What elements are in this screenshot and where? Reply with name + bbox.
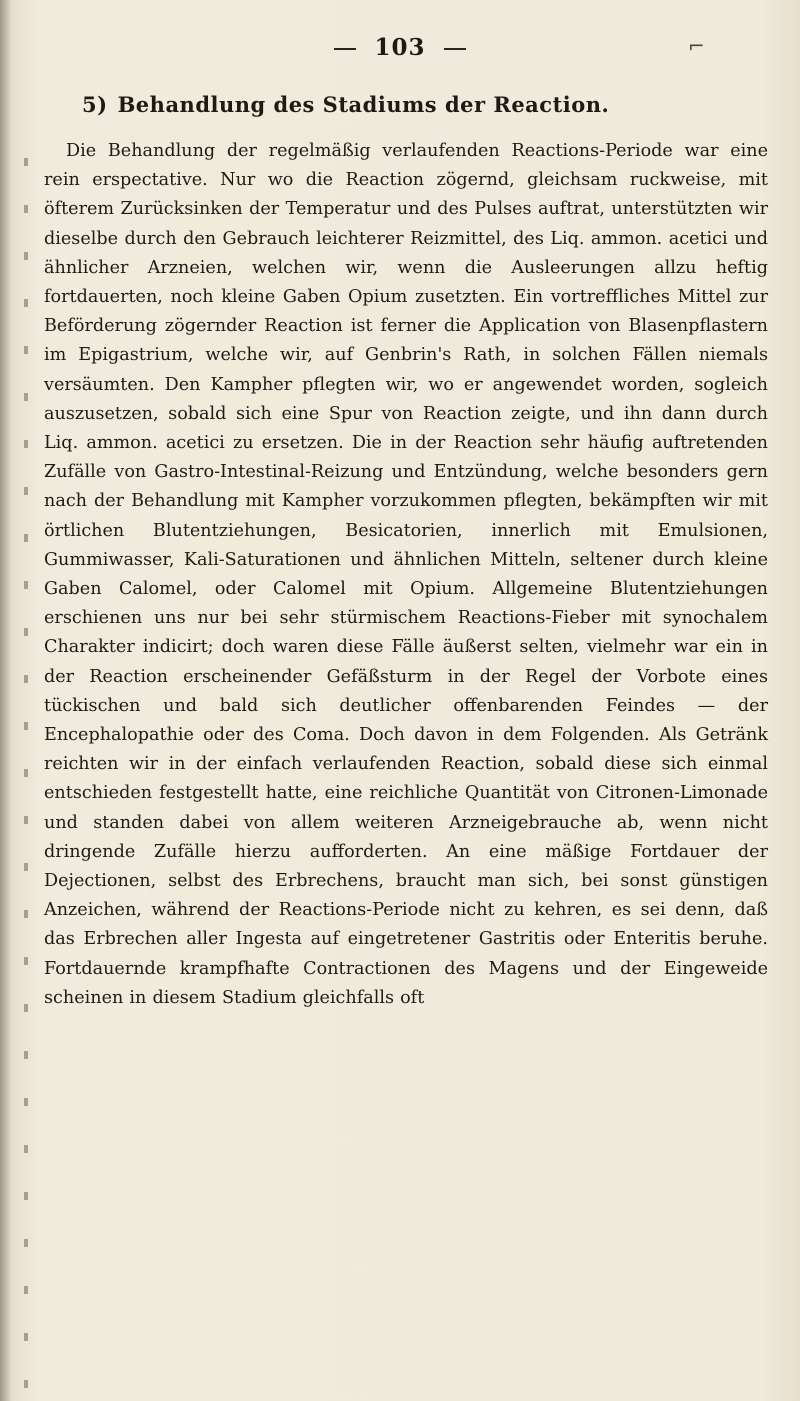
header-dash-right xyxy=(444,48,466,50)
page-header xyxy=(0,34,800,61)
section-title: Behandlung des Stadiums der Reaction. xyxy=(117,92,610,117)
section-number: 5) xyxy=(82,92,108,117)
body-paragraph: Die Behandlung der regelmäßig verlaufenden Reactions-Periode war eine rein erspectative. Nur wo die Reaction zögernd, gleichsam ruckweise, mit öfterem Zurücksinken der Temperatur und des Pulses auftrat, unterstützten wir dieselbe durch den Gebrauch leichterer Reizmittel, des Liq. ammon. acetici und ähnlicher Arzneien, welchen wir, wenn die Ausleerungen allzu heftig fortdauerten, noch kleine Gaben Opium zusetzten. Ein vortreffliches Mittel zur Beförderung zögernder Reaction ist ferner die Application von Blasenpflastern im Epigastrium, welche wir, auf Genbrin's Rath, in solchen Fällen niemals versäumten. Den Kampher pflegten wir, wo er angewendet worden, sogleich auszusetzen, sobald sich eine Spur von Reaction zeigte, und ihn dann durch Liq. ammon. acetici zu ersetzen. Die in der Reaction sehr häufig auftretenden Zufälle von Gastro-Intestinal-Reizung und Entzündung, welche besonders gern nach der Behandlung mit Kampher vorzukommen pflegten, bekämpften wir mit örtlichen Blutentziehungen, Besicatorien, innerlich mit Emulsionen, Gummiwasser, Kali-Saturationen und ähnlichen Mitteln, seltener durch kleine Gaben Calomel, oder Calomel mit Opium. Allgemeine Blutentziehungen erschienen uns nur bei sehr stürmischem Reactions-Fieber mit synochalem Charakter indicirt; doch waren diese Fälle äußerst selten, vielmehr war ein in der Reaction erscheinender Gefäßsturm in der Regel der Vorbote eines tückischen und bald sich deutlicher offenbarenden Feindes — der Encephalopathie oder des Coma. Doch davon in dem Folgenden. Als Getränk reichten wir in der einfach verlaufenden Reaction, sobald diese sich einmal entschieden festgestellt hatte, eine reichliche Quantität von Citronen-Limonade und standen dabei von allem weiteren Arzneigebrauche ab, wenn nicht dringende Zufälle hierzu aufforderten. An eine mäßige Fortdauer der Dejectionen, selbst des Erbrechens, braucht man sich, bei sonst günstigen Anzeichen, während der Reactions-Periode nicht zu kehren, es sei denn, daß das Erbrechen aller Ingesta auf eingetretener Gastritis oder Enteritis beruhe. Fortdauernde krampfhafte Contractionen des Magens und der Eingeweide scheinen in diesem Stadium gleichfalls oft xyxy=(44,141,768,1008)
margin-marks xyxy=(24,140,28,1400)
page-number: 103 xyxy=(374,34,426,61)
corner-mark: ⌐ xyxy=(688,34,705,58)
header-dash-left xyxy=(334,48,356,50)
binding-shadow xyxy=(0,0,10,1401)
section-heading xyxy=(82,92,782,117)
